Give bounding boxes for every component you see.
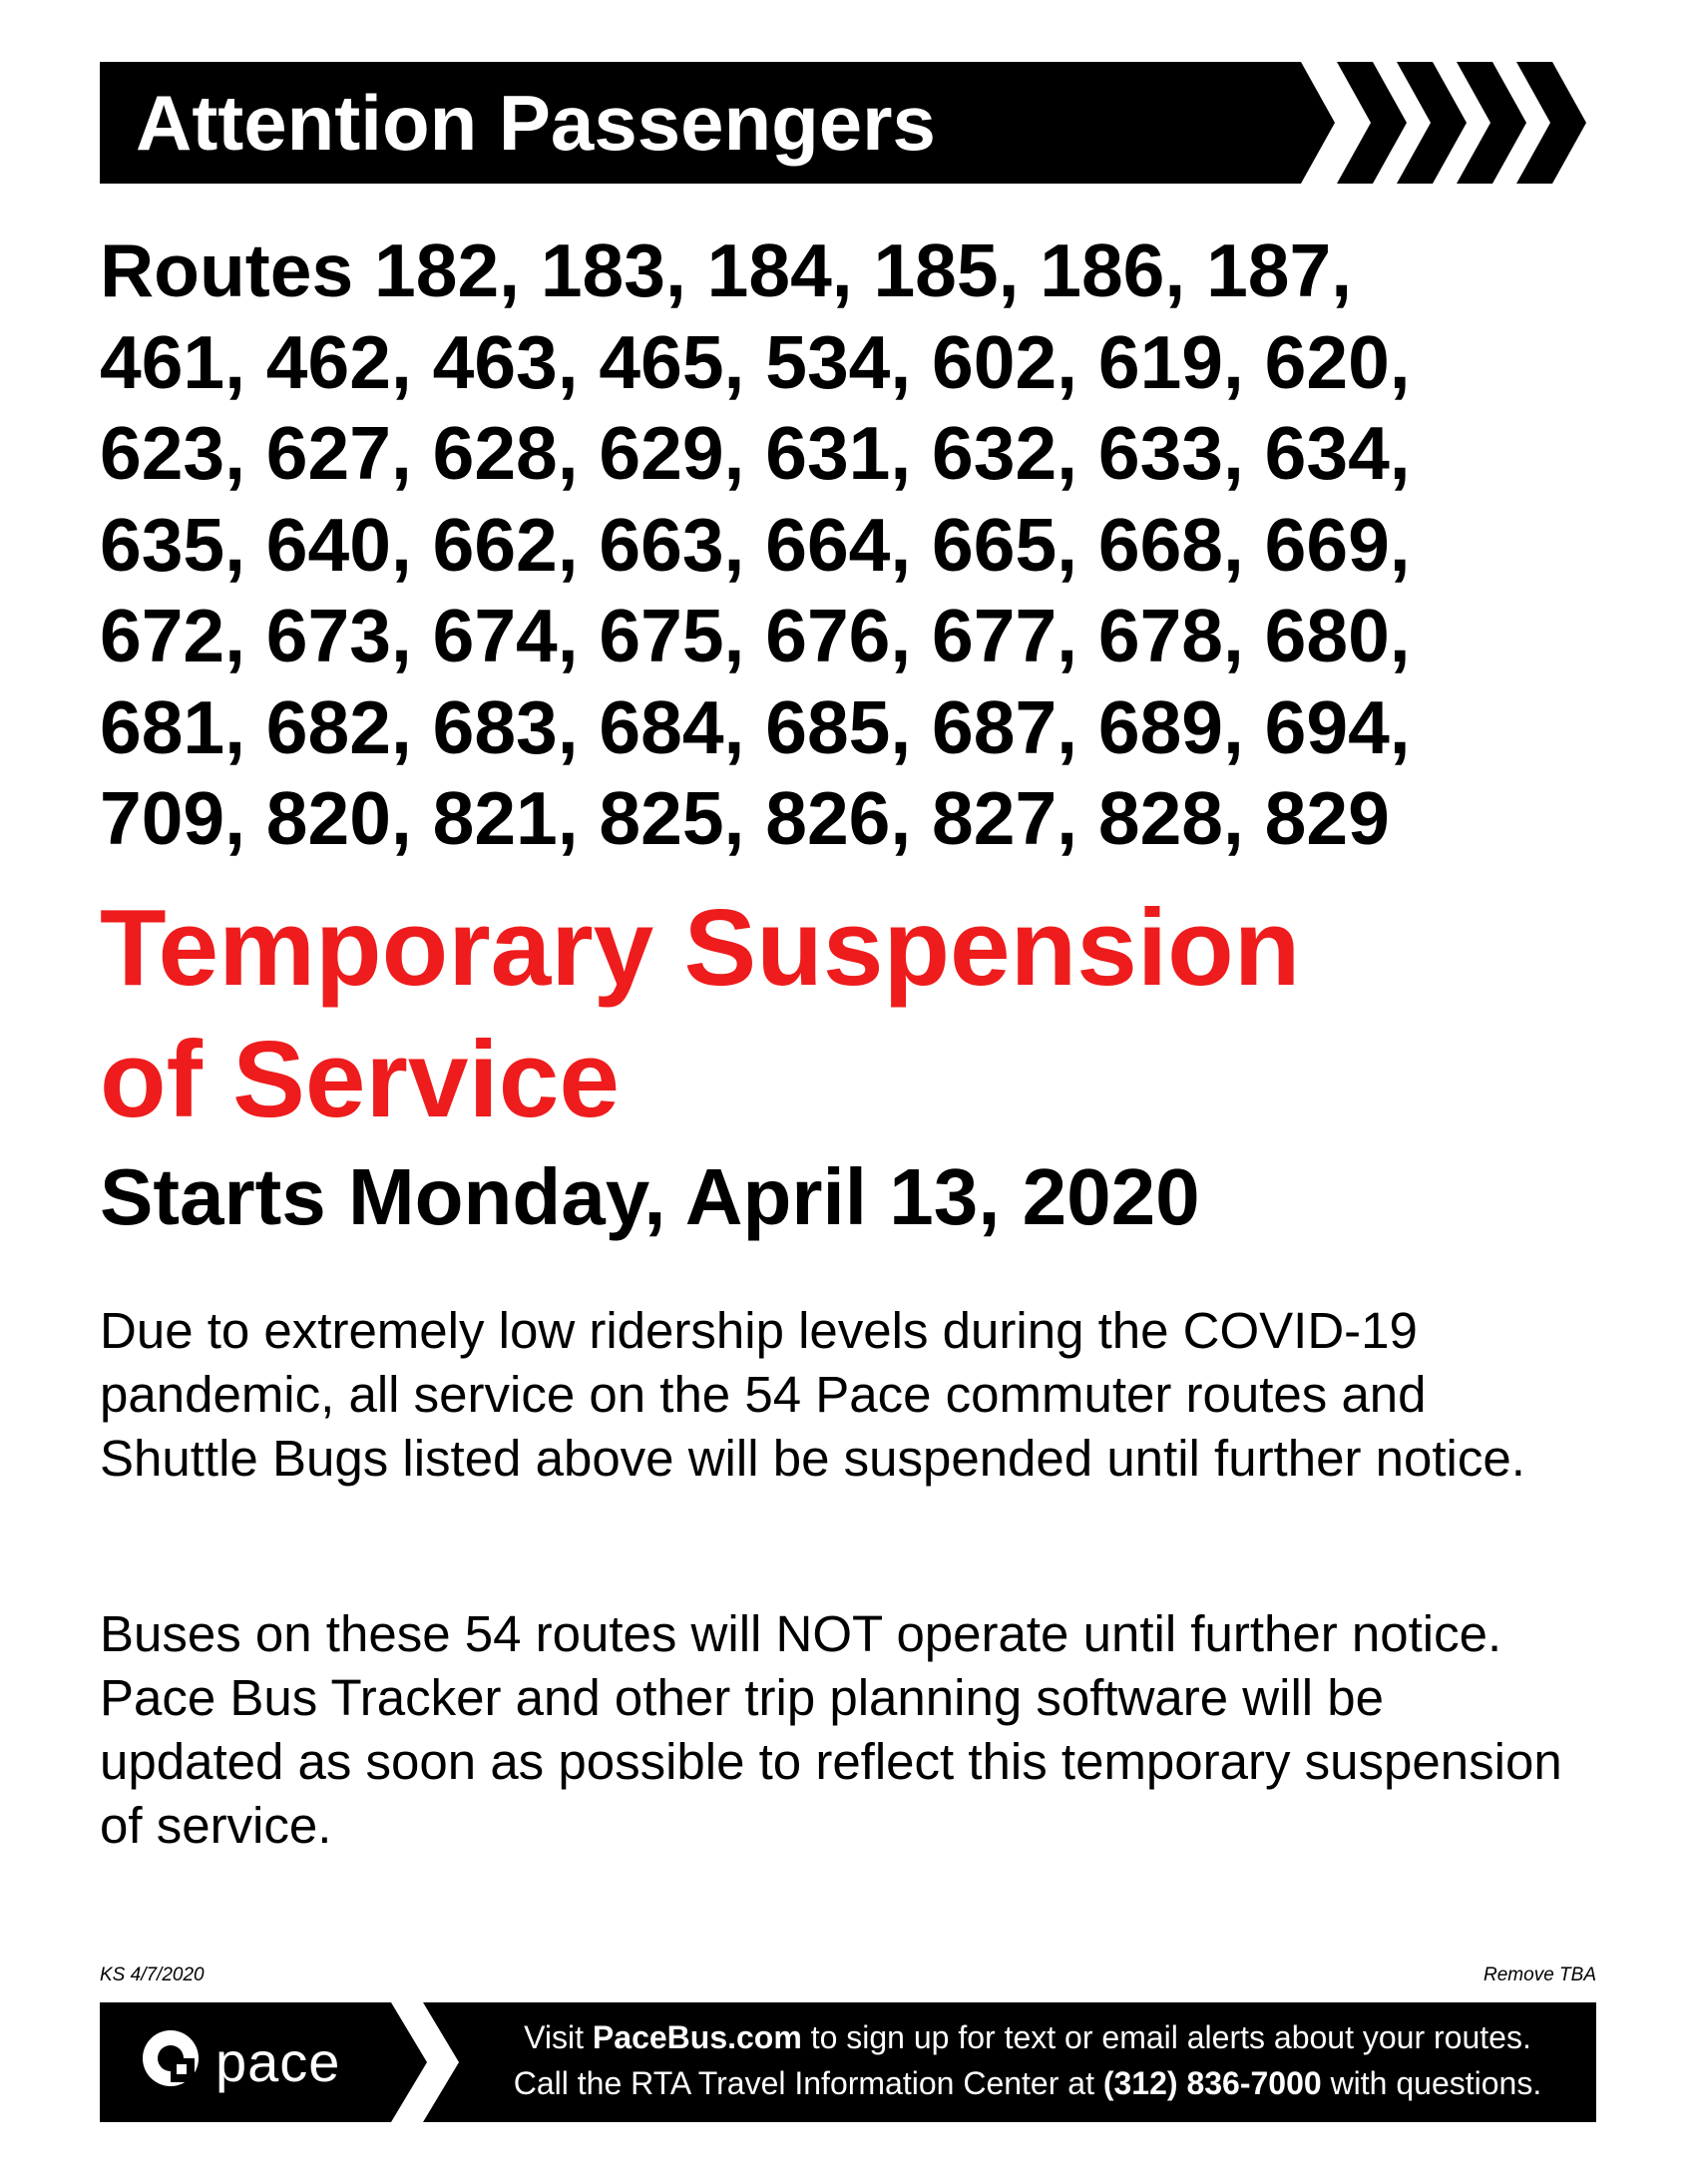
logo-text: pace <box>215 2030 341 2093</box>
pace-logo <box>140 2027 439 2097</box>
footer-text: Call the RTA Travel Information Center at <box>513 2065 1103 2101</box>
footer-text: Visit <box>524 2019 593 2055</box>
header-banner <box>100 62 1596 184</box>
chevron-right-icon <box>1516 62 1586 184</box>
footer-info <box>489 2014 1566 2106</box>
footer-text: with questions. <box>1321 2065 1542 2101</box>
routes-row: 461, 462, 463, 465, 534, 602, 619, 620, <box>100 319 1411 404</box>
routes-row: Routes 182, 183, 184, 185, 186, 187, <box>100 228 1353 312</box>
chevron-right-icon <box>1457 62 1526 184</box>
routes-list <box>100 225 1616 865</box>
headline-line: of Service <box>100 1019 621 1140</box>
banner-title: Attention Passengers <box>136 79 936 167</box>
start-date: Starts Monday, April 13, 2020 <box>100 1152 1200 1241</box>
headline-line: Temporary Suspension <box>100 887 1301 1009</box>
pace-logo-icon <box>140 2027 202 2089</box>
footer-bar <box>100 2002 1596 2122</box>
body-paragraph: Buses on these 54 routes will NOT operate until further notice. Pace Bus Tracker and other trip planning software will be updated as soon as possible to reflect this temporary suspension of service. <box>100 1605 1562 1854</box>
footnote-left: KS 4/7/2020 <box>100 1965 205 1985</box>
footnote-right: Remove TBA <box>1484 1965 1596 1985</box>
routes-row: 672, 673, 674, 675, 676, 677, 678, 680, <box>100 594 1411 677</box>
suspension-headline <box>100 882 1596 1145</box>
footer-text: to sign up for text or email alerts about your routes. <box>801 2019 1531 2055</box>
footer-line-1 <box>489 2014 1566 2060</box>
routes-row: 635, 640, 662, 663, 664, 665, 668, 669, <box>100 502 1411 587</box>
routes-row: 623, 627, 628, 629, 631, 632, 633, 634, <box>100 411 1411 495</box>
body-paragraph: Due to extremely low ridership levels during the COVID-19 pandemic, all service on the 54 Pace commuter routes and Shuttle Bugs listed above will be suspended until further notice. <box>100 1302 1525 1487</box>
routes-row: 709, 820, 821, 825, 826, 827, 828, 829 <box>100 776 1390 860</box>
routes-row: 681, 682, 683, 684, 685, 687, 689, 694, <box>100 684 1411 769</box>
phone-number: (312) 836-7000 <box>1102 2065 1322 2101</box>
chevron-right-icon <box>1397 62 1467 184</box>
website-link[interactable]: PaceBus.com <box>592 2019 802 2055</box>
chevron-right-icon <box>1337 62 1407 184</box>
footer-line-2 <box>489 2060 1566 2106</box>
